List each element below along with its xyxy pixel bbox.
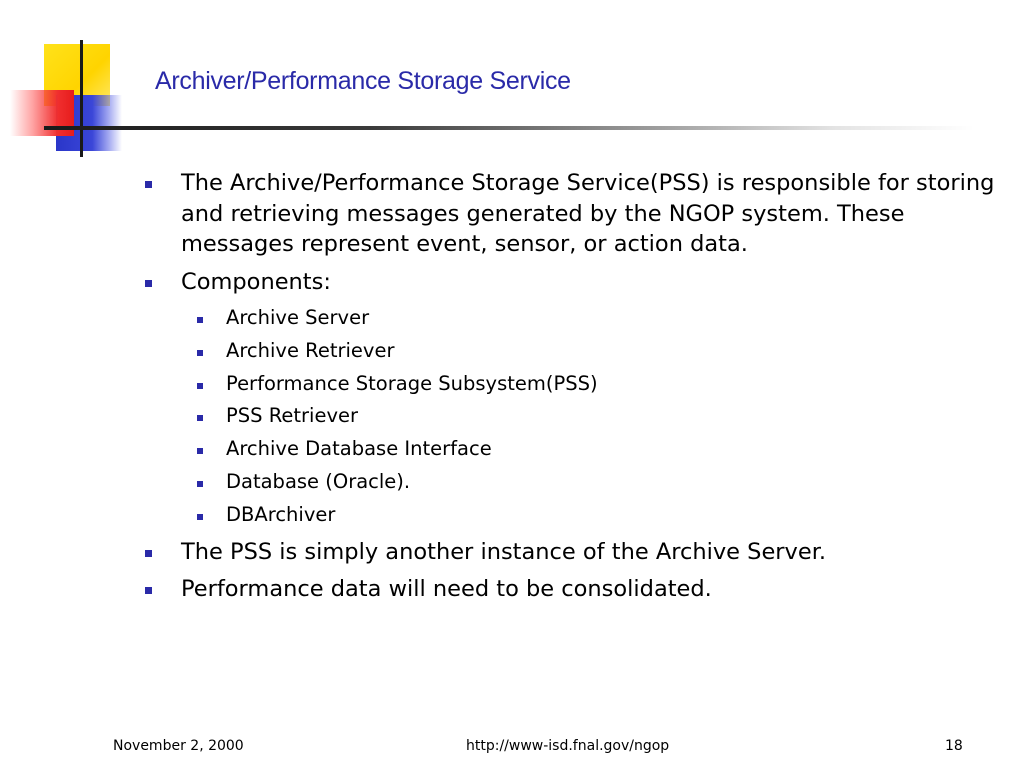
blue-square-bullet-icon <box>145 550 152 557</box>
bullet-text: Performance data will need to be consolidated. <box>181 576 712 603</box>
sub-bullet-item <box>140 368 1000 401</box>
bullet-item <box>140 168 1000 260</box>
sub-bullet-text: PSS Retriever <box>226 404 359 428</box>
blue-square-bullet-icon <box>145 181 152 188</box>
footer-date: November 2, 2000 <box>113 738 244 754</box>
sub-bullet-text: Archive Database Interface <box>226 437 492 461</box>
slide-title: Archiver/Performance Storage Service <box>155 67 571 95</box>
bullet-item <box>140 574 1000 605</box>
blue-square-bullet-icon <box>197 350 203 356</box>
footer-url: http://www-isd.fnal.gov/ngop <box>466 738 670 754</box>
bullet-text: The Archive/Performance Storage Service(PSS) is responsible for storing and retrieving messages generated by the NGOP system. These messages represent event, sensor, or action data. <box>181 170 995 257</box>
sub-bullet-text: Archive Retriever <box>226 338 395 362</box>
sub-bullet-item <box>140 400 1000 433</box>
footer-page-number: 18 <box>945 738 963 754</box>
blue-square-bullet-icon <box>197 415 203 421</box>
sub-bullet-item <box>140 466 1000 499</box>
slide-body <box>140 168 1000 612</box>
sub-bullet-item <box>140 433 1000 466</box>
logo-vertical-rule <box>80 40 83 157</box>
sub-bullet-item <box>140 499 1000 532</box>
blue-square-bullet-icon <box>145 280 152 287</box>
blue-square-bullet-icon <box>197 514 203 520</box>
sub-bullet-text: Database (Oracle). <box>226 469 411 493</box>
bullet-text: The PSS is simply another instance of the Archive Server. <box>181 538 827 565</box>
components-sub-list <box>140 302 1000 532</box>
blue-square-bullet-icon <box>197 481 203 487</box>
bullet-text: Components: <box>181 268 331 295</box>
sub-bullet-text: DBArchiver <box>226 502 336 526</box>
bullet-item <box>140 537 1000 568</box>
bullet-item <box>140 267 1000 298</box>
sub-bullet-text: Archive Server <box>226 306 370 329</box>
blue-square-bullet-icon <box>197 448 203 454</box>
blue-square-bullet-icon <box>197 317 203 323</box>
blue-square-bullet-icon <box>197 383 203 389</box>
sub-bullet-item <box>140 335 1000 368</box>
sub-bullet-text: Performance Storage Subsystem(PSS) <box>226 371 598 395</box>
blue-square-bullet-icon <box>145 587 152 594</box>
title-divider-rule <box>44 126 974 130</box>
sub-bullet-item <box>140 302 1000 335</box>
